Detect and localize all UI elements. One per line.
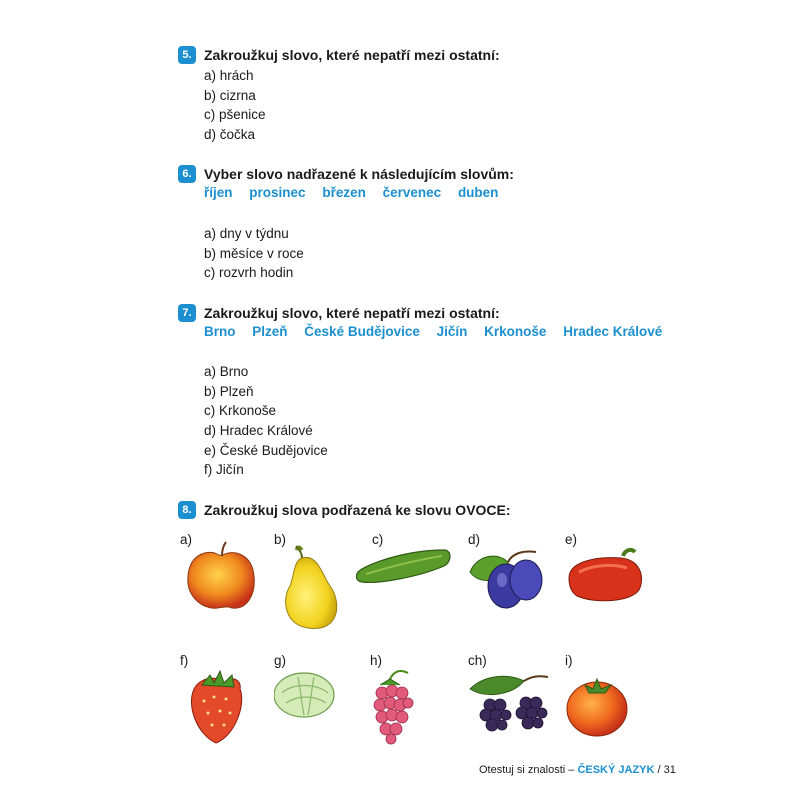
word: červenec [382,185,442,200]
answer-options [204,66,266,145]
question-title: Zakroužkuj slovo, které nepatří mezi ostatní: [204,305,500,321]
answer-option[interactable]: b) cizrna [204,87,256,103]
fruit-item-h[interactable] [370,653,465,753]
word: Hradec Králové [563,324,663,339]
item-label: ch) [468,653,487,668]
fruit-item-f[interactable] [180,653,275,753]
plum-icon [468,532,563,632]
page-footer [479,764,676,776]
word: březen [322,185,366,200]
pear-icon [274,532,369,632]
item-label: f) [180,653,189,668]
word: Brno [204,324,236,339]
word: prosinec [249,185,306,200]
fruit-item-d[interactable] [468,532,563,632]
footer-text: Otestuj si znalosti – [479,764,578,776]
word: duben [457,185,499,200]
page-number: / 31 [654,764,676,776]
word-list [204,185,511,200]
item-label: i) [565,653,573,668]
answer-option[interactable]: c) Krkonoše [204,403,277,419]
apple-icon [180,532,275,632]
question-number-badge: 7. [178,304,196,322]
answer-option[interactable]: b) měsíce v roce [204,245,304,261]
answer-option[interactable]: a) hrách [204,68,254,83]
question-title: Zakroužkuj slovo, které nepatří mezi ostatní: [204,47,500,63]
tomato-icon [565,653,660,753]
question-number-badge: 5. [178,46,196,64]
question-title: Vyber slovo nadřazené k následujícím slovům: [204,166,514,182]
answer-option[interactable]: a) dny v týdnu [204,226,289,241]
fruit-item-ch[interactable] [468,653,563,753]
item-label: c) [372,532,384,547]
word: Krkonoše [484,324,547,339]
question-title: Zakroužkuj slova podřazená ke slovu OVOCE: [204,502,511,518]
raspberry-icon [370,653,465,753]
word-list [204,324,675,339]
fruit-item-b[interactable] [274,532,369,632]
item-label: d) [468,532,481,547]
blackberry-icon [468,653,563,753]
word: Plzeň [252,324,288,339]
answer-option[interactable]: e) České Budějovice [204,442,328,458]
cucumber-icon [356,532,456,632]
question-number-badge: 6. [178,165,196,183]
answer-options [204,224,304,283]
answer-option[interactable]: b) Plzeň [204,383,254,399]
cabbage-icon [274,653,369,753]
pepper-icon [565,532,660,632]
word: říjen [204,185,233,200]
answer-option[interactable]: d) Hradec Králové [204,423,313,439]
fruit-item-e[interactable] [565,532,660,632]
item-label: e) [565,532,578,547]
item-label: g) [274,653,287,668]
answer-option[interactable]: a) Brno [204,364,249,379]
fruit-item-c[interactable] [356,532,456,632]
fruit-item-g[interactable] [274,653,369,753]
answer-option[interactable]: d) čočka [204,127,256,143]
item-label: a) [180,532,193,547]
question-number-badge: 8. [178,501,196,519]
word: České Budějovice [304,324,420,339]
answer-option[interactable]: c) rozvrh hodin [204,265,294,281]
item-label: b) [274,532,287,547]
fruit-item-a[interactable] [180,532,275,632]
answer-options [204,362,328,480]
strawberry-icon [180,653,275,753]
fruit-item-i[interactable] [565,653,660,753]
answer-option[interactable]: c) pšenice [204,107,266,123]
footer-subject: ČESKÝ JAZYK [577,764,655,776]
item-label: h) [370,653,383,668]
word: Jičín [436,324,468,339]
answer-option[interactable]: f) Jičín [204,462,244,478]
